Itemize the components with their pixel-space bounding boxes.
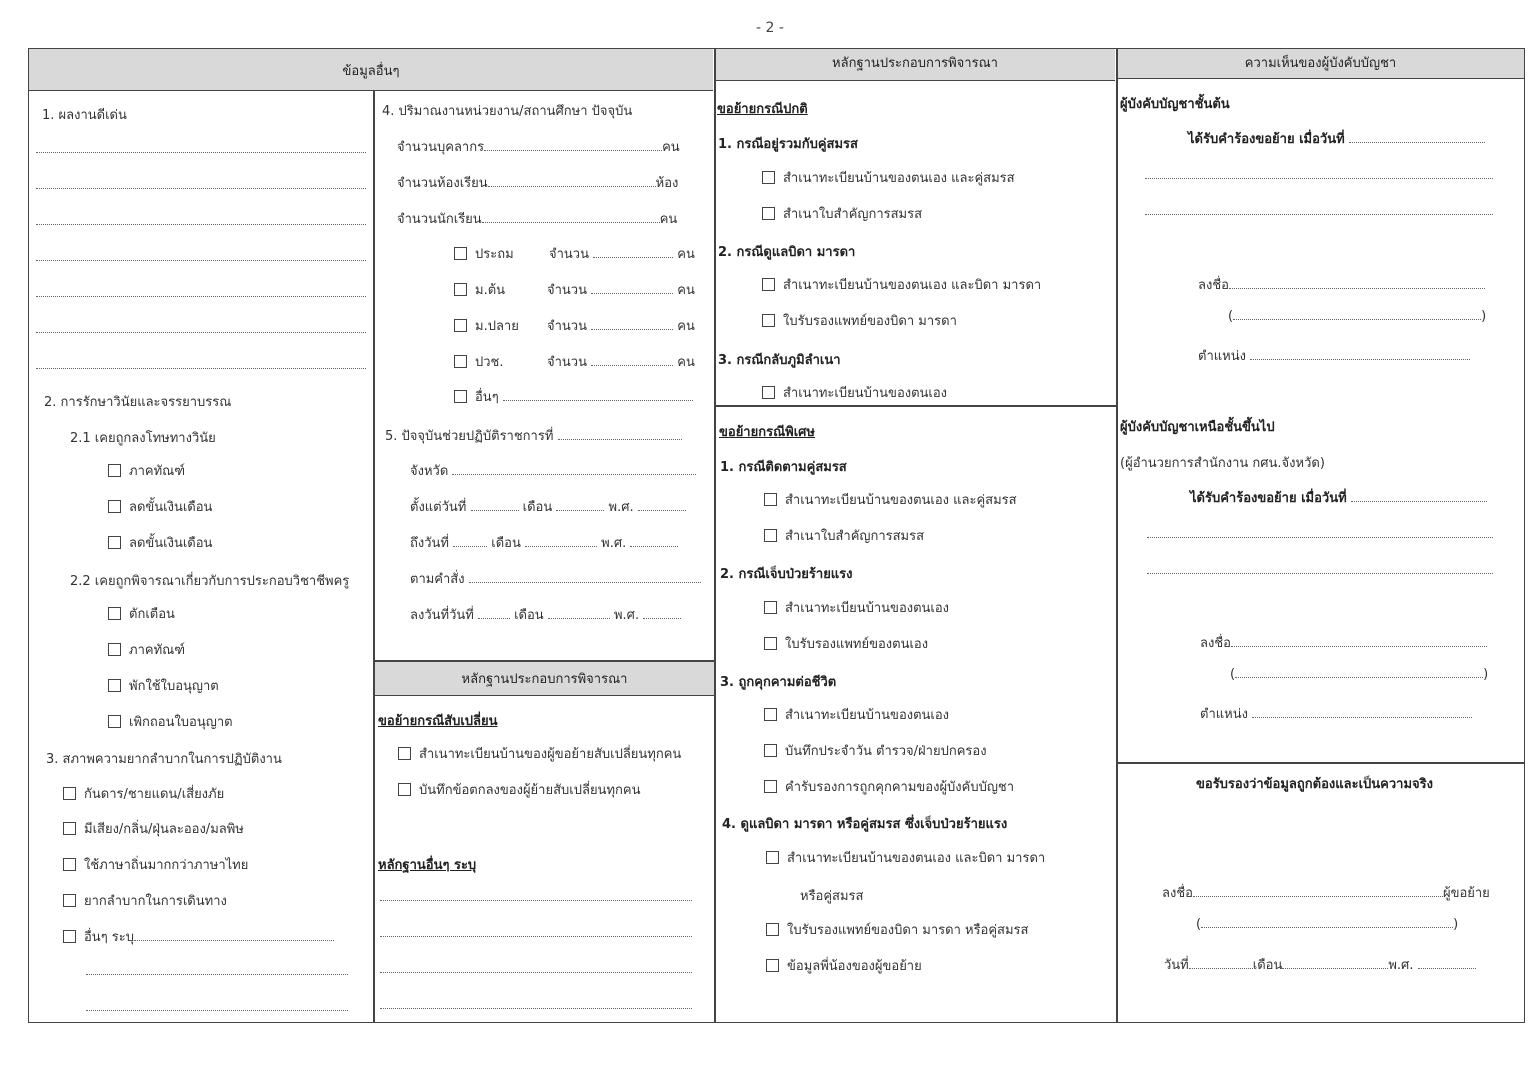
student-count-row: จำนวนนักเรียน คน [397,212,678,227]
checkbox-icon[interactable] [454,390,467,403]
checkbox-n1-house-reg[interactable]: สำเนาทะเบียนบ้านของตนเอง และคู่สมรส [762,167,1015,188]
assignment-input[interactable] [558,429,682,440]
checkbox-license-suspension[interactable]: พักใช้ใบอนุญาต [108,675,219,696]
province-row: จังหวัด [410,460,696,481]
normal-transfer-title: ขอย้ายกรณีปกติ [717,102,808,117]
checkbox-icon[interactable] [766,923,779,936]
checkbox-probation-2[interactable]: ภาคทัณฑ์ [108,639,185,660]
section-disciplinary-punishment: 2.1 เคยถูกลงโทษทางวินัย [70,431,216,446]
level-row-primary[interactable]: ประถม จำนวน คน [454,243,695,264]
header-evidence: หลักฐานประกอบการพิจารณา [715,49,1115,81]
input-line-other-1[interactable] [86,974,348,975]
received-date-2-input[interactable] [1351,491,1487,502]
level-row-lower-secondary[interactable]: ม.ต้น จำนวน คน [454,279,695,300]
to-date-row: ถึงวันที่ เดือน พ.ศ. [410,532,678,553]
staff-count-input[interactable] [484,140,662,151]
checkbox-icon[interactable] [764,637,777,650]
special-case-1: 1. กรณีติดตามคู่สมรส [720,460,847,475]
input-line-evidence-4[interactable] [380,1008,692,1009]
special-case-3: 3. ถูกคุกคามต่อชีวิต [720,675,837,690]
input-line-evidence-1[interactable] [380,900,692,901]
checkbox-p3-supervisor-cert[interactable]: คำรับรองการถูกคุกคามของผู้บังคับบัญชา [764,776,1014,797]
checkbox-p2-house-reg[interactable]: สำเนาทะเบียนบ้านของตนเอง [764,597,949,618]
level-row-vocational[interactable]: ปวช. จำนวน คน [454,351,695,372]
applicant-date-row: วันที่ เดือน พ.ศ. [1164,954,1476,975]
header-supervisor-opinion: ความเห็นของผู้บังคับบัญชา [1117,49,1524,79]
received-date-2: ได้รับคำร้องขอย้าย เมื่อวันที่ [1190,487,1487,508]
checkbox-swap-agreement[interactable]: บันทึกข้อตกลงของผู้ย้ายสับเปลี่ยนทุกคน [398,779,640,800]
opinion-line-4[interactable] [1147,573,1493,574]
signature-row-1: ลงชื่อ [1198,274,1485,295]
checkbox-icon[interactable] [108,715,121,728]
header-swap-evidence: หลักฐานประกอบการพิจารณา [375,662,714,696]
checkbox-icon[interactable] [764,744,777,757]
first-line-supervisor: ผู้บังคับบัญชาชั้นต้น [1120,97,1230,112]
checkbox-n2-medical[interactable]: ใบรับรองแพทย์ของบิดา มารดา [762,310,957,331]
opinion-line-3[interactable] [1147,537,1493,538]
checkbox-icon[interactable] [63,858,76,871]
signature-2-input[interactable] [1231,636,1487,647]
input-line-other-2[interactable] [86,1010,348,1011]
checkbox-icon[interactable] [108,500,121,513]
divider-col4-mid [1117,762,1524,764]
checkbox-icon[interactable] [766,959,779,972]
signature-row-2: ลงชื่อ [1200,632,1487,653]
page-number: - 2 - [756,20,784,36]
divider-col2 [714,49,716,1022]
input-line-2[interactable] [36,188,366,189]
special-case-2: 2. กรณีเจ็บป่วยร้ายแรง [720,567,853,582]
room-count-input[interactable] [488,176,656,187]
divider-col1 [373,91,375,1022]
position-1-input[interactable] [1250,349,1470,360]
checkbox-p4-medical[interactable]: ใบรับรองแพทย์ของบิดา มารดา หรือคู่สมรส [766,919,1028,940]
special-transfer-title: ขอย้ายกรณีพิเศษ [719,425,815,440]
received-date-1-input[interactable] [1349,132,1485,143]
checkbox-icon[interactable] [454,319,467,332]
checkbox-probation[interactable]: ภาคทัณฑ์ [108,460,185,481]
higher-supervisor: ผู้บังคับบัญชาเหนือชั้นขึ้นไป [1120,420,1275,435]
name-row-2[interactable]: ( ) [1230,667,1489,682]
divider-col3 [1116,49,1118,1022]
checkbox-license-revocation[interactable]: เพิกถอนใบอนุญาต [108,711,233,732]
section-hardship: 3. สภาพความยากลำบากในการปฏิบัติงาน [46,752,282,767]
input-line-3[interactable] [36,224,366,225]
checkbox-icon[interactable] [398,783,411,796]
checkbox-icon[interactable] [108,643,121,656]
section-professional-review: 2.2 เคยถูกพิจารณาเกี่ยวกับการประกอบวิชาชีพครู [70,574,350,589]
section-discipline: 2. การรักษาวินัยและจรรยาบรรณ [44,395,232,410]
position-row-1: ตำแหน่ง [1198,345,1470,366]
checkbox-n1-marriage[interactable]: สำเนาใบสำคัญการสมรส [762,203,922,224]
checkbox-icon[interactable] [398,747,411,760]
order-row: ตามคำสั่ง [410,568,701,589]
position-row-2: ตำแหน่ง [1200,703,1472,724]
input-line-6[interactable] [36,332,366,333]
checkbox-icon[interactable] [108,464,121,477]
checkbox-icon[interactable] [63,822,76,835]
checkbox-icon[interactable] [762,386,775,399]
opinion-line-2[interactable] [1145,214,1493,215]
input-line-4[interactable] [36,260,366,261]
checkbox-warning[interactable]: ตักเตือน [108,603,175,624]
checkbox-icon[interactable] [454,283,467,296]
student-count-input[interactable] [482,212,660,223]
checkbox-icon[interactable] [764,780,777,793]
checkbox-swap-house-reg[interactable]: สำเนาทะเบียนบ้านของผู้ขอย้ายสับเปลี่ยนทุกคน [398,743,681,764]
order-input[interactable] [469,572,701,583]
checkbox-salary-cut-1[interactable]: ลดขั้นเงินเดือน [108,496,212,517]
room-count-row: จำนวนห้องเรียน ห้อง [397,176,679,191]
checkbox-icon[interactable] [63,894,76,907]
checkbox-icon[interactable] [454,355,467,368]
signature-1-input[interactable] [1229,278,1485,289]
normal-case-2: 2. กรณีดูแลบิดา มารดา [718,245,856,260]
checkbox-other-hardship[interactable]: อื่นๆ ระบุ [63,926,334,947]
section-current-assignment: 5. ปัจจุบันช่วยปฏิบัติราชการที่ [385,425,682,446]
checkbox-icon[interactable] [108,607,121,620]
checkbox-icon[interactable] [764,493,777,506]
staff-count-row: จำนวนบุคลากร คน [397,140,680,155]
opinion-line-1[interactable] [1145,178,1493,179]
checkbox-icon[interactable] [762,207,775,220]
checkbox-p1-house-reg[interactable]: สำเนาทะเบียนบ้านของตนเอง และคู่สมรส [764,489,1017,510]
input-line-7[interactable] [36,368,366,369]
applicant-name-row[interactable]: ( ) [1196,917,1459,932]
checkbox-p4-house-reg[interactable]: สำเนาทะเบียนบ้านของตนเอง และบิดา มารดา [766,847,1045,868]
section-workload: 4. ปริมาณงานหน่วยงาน/สถานศึกษา ปัจจุบัน [382,104,633,119]
checkbox-icon[interactable] [764,529,777,542]
province-input[interactable] [452,464,696,475]
divider-col3-mid [715,405,1116,407]
higher-supervisor-note: (ผู้อำนวยการสำนักงาน กศน.จังหวัด) [1120,456,1325,471]
p4-house-reg-continued: หรือคู่สมรส [800,889,864,904]
checkbox-icon[interactable] [108,536,121,549]
checkbox-n3-house-reg[interactable]: สำเนาทะเบียนบ้านของตนเอง [762,382,947,403]
checkbox-icon[interactable] [108,679,121,692]
applicant-signature-input[interactable] [1193,886,1443,897]
input-line-1[interactable] [36,152,366,153]
received-date-1: ได้รับคำร้องขอย้าย เมื่อวันที่ [1188,128,1485,149]
certification-statement: ขอรับรองว่าข้อมูลถูกต้องและเป็นความจริง [1196,777,1433,792]
input-line-5[interactable] [36,296,366,297]
header-other-info: ข้อมูลอื่นๆ [29,49,713,91]
normal-case-3: 3. กรณีกลับภูมิลำเนา [718,353,841,368]
checkbox-icon[interactable] [63,787,76,800]
checkbox-pollution[interactable]: มีเสียง/กลิ่น/ฝุ่นละออง/มลพิษ [63,818,244,839]
section-outstanding-work: 1. ผลงานดีเด่น [42,108,127,123]
order-date-row: ลงวันที่วันที่ เดือน พ.ศ. [410,604,681,625]
input-line-evidence-2[interactable] [380,936,692,937]
checkbox-icon[interactable] [764,708,777,721]
checkbox-icon[interactable] [766,851,779,864]
checkbox-p2-medical[interactable]: ใบรับรองแพทย์ของตนเอง [764,633,928,654]
checkbox-n2-house-reg[interactable]: สำเนาทะเบียนบ้านของตนเอง และบิดา มารดา [762,274,1041,295]
checkbox-icon[interactable] [63,930,76,943]
level-row-others[interactable]: อื่นๆ [454,386,693,407]
checkbox-p4-siblings[interactable]: ข้อมูลพี่น้องของผู้ขอย้าย [766,955,922,976]
checkbox-icon[interactable] [762,278,775,291]
normal-case-1: 1. กรณีอยู่รวมกับคู่สมรส [718,137,858,152]
checkbox-p3-police-report[interactable]: บันทึกประจำวัน ตำรวจ/ฝ่ายปกครอง [764,740,987,761]
level-row-upper-secondary[interactable]: ม.ปลาย จำนวน คน [454,315,695,336]
checkbox-icon[interactable] [762,314,775,327]
position-2-input[interactable] [1252,707,1472,718]
checkbox-salary-cut-2[interactable]: ลดขั้นเงินเดือน [108,532,212,553]
input-line-evidence-3[interactable] [380,972,692,973]
checkbox-p3-house-reg[interactable]: สำเนาทะเบียนบ้านของตนเอง [764,704,949,725]
applicant-signature-row: ลงชื่อ ผู้ขอย้าย [1162,886,1490,901]
checkbox-icon[interactable] [762,171,775,184]
checkbox-icon[interactable] [764,601,777,614]
swap-transfer-title: ขอย้ายกรณีสับเปลี่ยน [378,714,498,729]
checkbox-p1-marriage[interactable]: สำเนาใบสำคัญการสมรส [764,525,924,546]
from-date-row: ตั้งแต่วันที่ เดือน พ.ศ. [410,496,686,517]
checkbox-remote-area[interactable]: กันดาร/ชายแดน/เสี่ยงภัย [63,783,224,804]
checkbox-icon[interactable] [454,247,467,260]
name-row-1[interactable]: ( ) [1228,309,1487,324]
other-evidence-title: หลักฐานอื่นๆ ระบุ [378,858,477,873]
checkbox-difficult-travel[interactable]: ยากลำบากในการเดินทาง [63,890,227,911]
special-case-4: 4. ดูแลบิดา มารดา หรือคู่สมรส ซึ่งเจ็บป่วยร้ายแรง [722,817,1008,832]
checkbox-local-language[interactable]: ใช้ภาษาถิ่นมากกว่าภาษาไทย [63,854,248,875]
